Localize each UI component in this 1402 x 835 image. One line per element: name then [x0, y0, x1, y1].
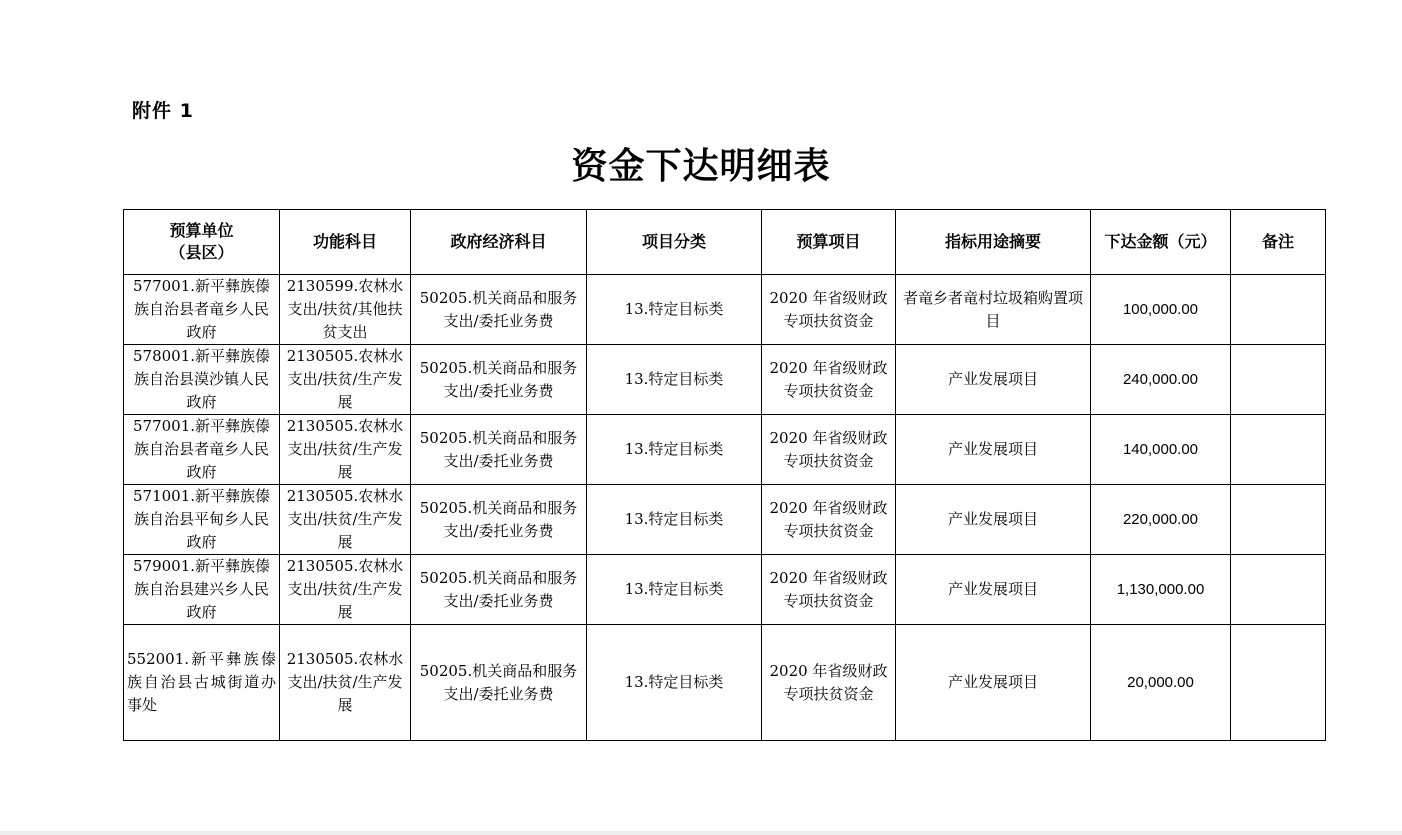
cell-purpose-summary: 产业发展项目 [896, 625, 1091, 741]
attachment-label: 附件 1 [132, 100, 194, 122]
header-project-category: 项目分类 [587, 210, 762, 275]
cell-gov-econ-subject: 50205.机关商品和服务支出/委托业务费 [411, 555, 587, 625]
cell-budget-unit: 571001.新平彝族傣族自治县平甸乡人民政府 [124, 485, 280, 555]
cell-amount: 240,000.00 [1091, 345, 1231, 415]
cell-project-category: 13.特定目标类 [587, 345, 762, 415]
table-row [124, 555, 1326, 625]
cell-gov-econ-subject: 50205.机关商品和服务支出/委托业务费 [411, 275, 587, 345]
cell-function-subject: 2130599.农林水支出/扶贫/其他扶贫支出 [280, 275, 411, 345]
cell-purpose-summary: 者竜乡者竜村垃圾箱购置项目 [896, 275, 1091, 345]
cell-purpose-summary: 产业发展项目 [896, 485, 1091, 555]
table-row [124, 345, 1326, 415]
cell-function-subject: 2130505.农林水支出/扶贫/生产发展 [280, 555, 411, 625]
cell-budget-item: 2020 年省级财政专项扶贫资金 [762, 625, 896, 741]
cell-remarks [1231, 275, 1326, 345]
cell-gov-econ-subject: 50205.机关商品和服务支出/委托业务费 [411, 415, 587, 485]
header-budget-unit-line2: （县区） [169, 243, 234, 262]
header-remarks: 备注 [1231, 210, 1326, 275]
header-budget-unit-line1: 预算单位 [169, 221, 234, 240]
cell-gov-econ-subject: 50205.机关商品和服务支出/委托业务费 [411, 485, 587, 555]
table-row [124, 485, 1326, 555]
cell-amount: 1,130,000.00 [1091, 555, 1231, 625]
cell-budget-item: 2020 年省级财政专项扶贫资金 [762, 275, 896, 345]
cell-gov-econ-subject: 50205.机关商品和服务支出/委托业务费 [411, 345, 587, 415]
cell-project-category: 13.特定目标类 [587, 415, 762, 485]
cell-budget-unit: 552001.新平彝族傣族自治县古城街道办事处 [124, 625, 280, 741]
cell-budget-item: 2020 年省级财政专项扶贫资金 [762, 485, 896, 555]
cell-remarks [1231, 485, 1326, 555]
cell-project-category: 13.特定目标类 [587, 485, 762, 555]
table-row [124, 625, 1326, 741]
table-row [124, 415, 1326, 485]
cell-budget-unit: 577001.新平彝族傣族自治县者竜乡人民政府 [124, 275, 280, 345]
cell-remarks [1231, 345, 1326, 415]
cell-project-category: 13.特定目标类 [587, 555, 762, 625]
cell-budget-unit: 579001.新平彝族傣族自治县建兴乡人民政府 [124, 555, 280, 625]
cell-remarks [1231, 555, 1326, 625]
cell-amount: 140,000.00 [1091, 415, 1231, 485]
cell-project-category: 13.特定目标类 [587, 625, 762, 741]
cell-amount: 220,000.00 [1091, 485, 1231, 555]
cell-purpose-summary: 产业发展项目 [896, 415, 1091, 485]
cell-remarks [1231, 625, 1326, 741]
cell-amount: 100,000.00 [1091, 275, 1231, 345]
header-amount: 下达金额（元） [1091, 210, 1231, 275]
header-purpose-summary: 指标用途摘要 [896, 210, 1091, 275]
header-function-subject: 功能科目 [280, 210, 411, 275]
cell-purpose-summary: 产业发展项目 [896, 345, 1091, 415]
cell-budget-item: 2020 年省级财政专项扶贫资金 [762, 345, 896, 415]
cell-function-subject: 2130505.农林水支出/扶贫/生产发展 [280, 345, 411, 415]
cell-function-subject: 2130505.农林水支出/扶贫/生产发展 [280, 485, 411, 555]
cell-project-category: 13.特定目标类 [587, 275, 762, 345]
cell-function-subject: 2130505.农林水支出/扶贫/生产发展 [280, 625, 411, 741]
cell-function-subject: 2130505.农林水支出/扶贫/生产发展 [280, 415, 411, 485]
fund-detail-table [123, 209, 1326, 741]
cell-budget-unit: 578001.新平彝族傣族自治县漠沙镇人民政府 [124, 345, 280, 415]
cell-budget-item: 2020 年省级财政专项扶贫资金 [762, 415, 896, 485]
cell-purpose-summary: 产业发展项目 [896, 555, 1091, 625]
document-title: 资金下达明细表 [571, 145, 831, 187]
cell-amount: 20,000.00 [1091, 625, 1231, 741]
table-row [124, 275, 1326, 345]
cell-gov-econ-subject: 50205.机关商品和服务支出/委托业务费 [411, 625, 587, 741]
cell-budget-item: 2020 年省级财政专项扶贫资金 [762, 555, 896, 625]
header-budget-unit [124, 210, 280, 275]
header-budget-item: 预算项目 [762, 210, 896, 275]
header-gov-econ-subject: 政府经济科目 [411, 210, 587, 275]
page-bottom-edge [0, 831, 1402, 835]
cell-budget-unit: 577001.新平彝族傣族自治县者竜乡人民政府 [124, 415, 280, 485]
cell-remarks [1231, 415, 1326, 485]
table-header-row [124, 210, 1326, 275]
